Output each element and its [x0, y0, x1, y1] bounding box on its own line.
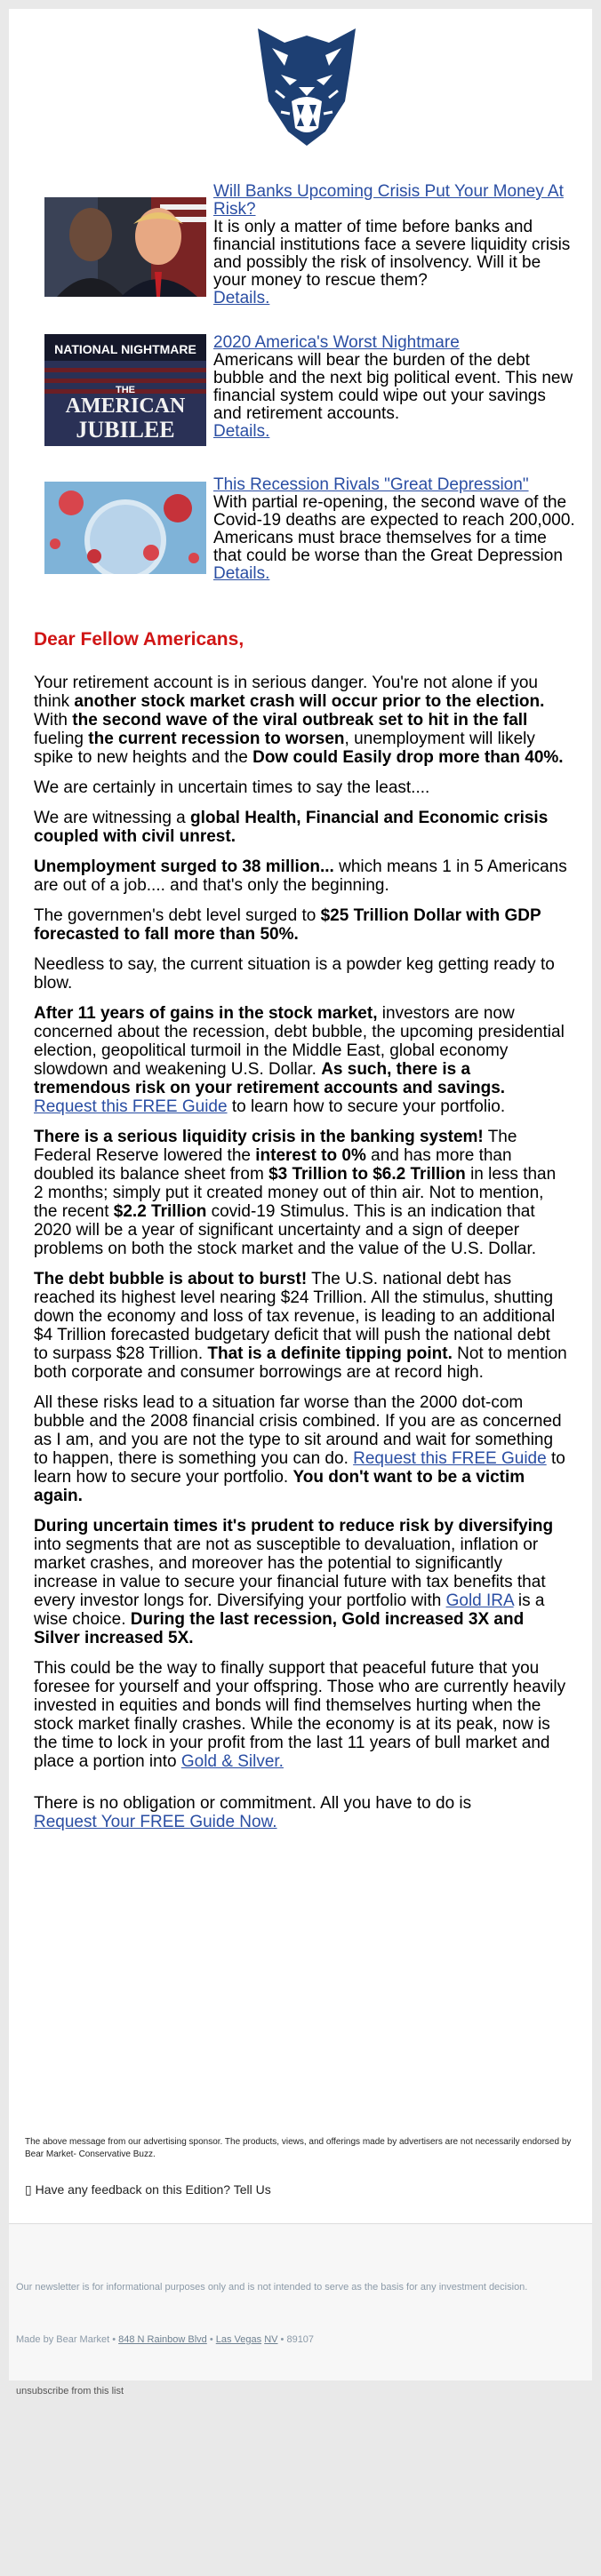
image-caption-top: NATIONAL NIGHTMARE [54, 342, 196, 356]
article-headline-link[interactable]: 2020 America's Worst Nightmare [213, 333, 460, 352]
city-link[interactable]: Las Vegas [215, 2334, 262, 2345]
paragraph: The governmen's debt level surged to $25 Trillion Dollar with GDP forecasted to fall more than 50%. [34, 906, 541, 944]
article-text [213, 476, 578, 583]
newsletter-card [9, 9, 592, 2232]
paragraph: The debt bubble is about to burst! The U.S. national debt has reached its highest level nearing $24 Trillion. All the stimulus, shutting down the economy and loss of tax revenue, is leading to an additional $4 Trillion forecasted budgetary deficit that will push the national debt to surpass $28 Trillion. That is a definite tipping point. Not to mention both corporate and consumer borrowings are at record high. [34, 1270, 567, 1382]
footer-disclaimer: Our newsletter is for informational purposes only and is not intended to serve as the basis for any investment decision. [16, 2282, 528, 2293]
image-caption-jubilee: JUBILEE [76, 417, 175, 443]
article-body: Americans will bear the burden of the debt bubble and the next big political event. This new financial system could wipe out your savings and retirement accounts. [213, 351, 573, 423]
unsubscribe-link[interactable]: unsubscribe from this list [16, 2386, 124, 2397]
letter-greeting: Dear Fellow Americans, [34, 629, 244, 650]
paragraph: All these risks lead to a situation far worse than the 2000 dot-com bubble and the 2008 financial crisis combined. If you are as concerned as I am, and you are not the type to sit around and wait for something to happen, there is something you can do. Request this FREE Guide to learn how to secure your portfolio. You don't want to be a victim again. [34, 1393, 565, 1505]
state-link[interactable]: NV [264, 2334, 278, 2345]
free-guide-link[interactable]: Request this FREE Guide [34, 1097, 228, 1116]
paragraph: During uncertain times it's prudent to reduce risk by diversifying into segments that are not as susceptible to devaluation, inflation or market crashes, and moreover has the potential to significantly increase in value to secure your financial future with tax benefits that every investor longs for. Diversifying your portfolio with Gold IRA is a wise choice. During the last recession, Gold increased 3X and Silver increased 5X. [34, 1517, 554, 1647]
footer-area [9, 2224, 592, 2381]
details-link[interactable]: Details. [213, 422, 270, 441]
street-link[interactable]: 848 N Rainbow Blvd [118, 2334, 207, 2345]
feedback-icon: ▯ [25, 2182, 32, 2197]
paragraph: After 11 years of gains in the stock market, investors are now concerned about the recession, debt bubble, the upcoming presidential election, geopolitical turmoil in the Middle East, global economy slowdown and weakening U.S. Dollar. As such, there is a tremendous risk on your retirement accounts and savings. Request this FREE Guide to learn how to secure your portfolio. [34, 1004, 565, 1116]
paragraph: This could be the way to finally support that peaceful future that you foresee for yourself and your offspring. Those who are currently heavily invested in equities and bonds will find themselves hurting when the stock market finally crashes. While the economy is at its peak, now is the time to lock in your profit from the last 11 years of bull market and place a portion into Gold & Silver. [34, 1659, 566, 1771]
article-recession-depression [34, 467, 576, 592]
gold-ira-link[interactable]: Gold IRA [445, 1591, 514, 1610]
article-headline-link[interactable]: Will Banks Upcoming Crisis Put Your Money At Risk? [213, 182, 564, 219]
footer-divider [9, 2223, 592, 2224]
request-free-guide-link[interactable]: Request Your FREE Guide Now. [34, 1813, 277, 1831]
paragraph: There is no obligation or commitment. All you have to do is Request Your FREE Guide Now. [34, 1794, 472, 1831]
image-caption-american: AMERICAN [65, 395, 186, 418]
feedback-line[interactable]: ▯ Have any feedback on this Edition? Tell Us [25, 2182, 271, 2197]
paragraph: Needless to say, the current situation is a powder keg getting ready to blow. [34, 955, 555, 993]
footer-address: Made by Bear Market • 848 N Rainbow Blvd • Las Vegas NV • 89107 [16, 2334, 315, 2345]
article-text [213, 183, 578, 307]
image-caption-the: THE [116, 385, 135, 395]
article-banks-crisis [34, 183, 576, 307]
paragraph: Your retirement account is in serious danger. You're not alone if you think another stock market crash will occur prior to the election. With the second wave of the viral outbreak set to hit in the fall fueling the current recession to worsen, unemployment will likely spike to new heights and the Dow could Easily drop more than 40%. [34, 674, 564, 767]
article-headline-link[interactable]: This Recession Rivals "Great Depression" [213, 475, 529, 494]
article-thumbnail-american-jubilee [44, 334, 206, 446]
article-america-nightmare [34, 331, 576, 448]
article-text [213, 334, 578, 441]
paragraph: We are witnessing a global Health, Financial and Economic crisis coupled with civil unrest. [34, 809, 549, 846]
letter-body [34, 674, 567, 1843]
details-link[interactable]: Details. [213, 564, 270, 583]
paragraph: Unemployment surged to 38 million... which means 1 in 5 Americans are out of a job.... and that's only the beginning. [34, 857, 567, 895]
paragraph: We are certainly in uncertain times to say the least.... [34, 778, 430, 797]
sponsor-note: The above message from our advertising sponsor. The products, views, and offerings made by advertisers are not necessarily endorsed by Bear Market- Conservative Buzz. [25, 2137, 572, 2159]
bear-logo-icon [249, 16, 365, 148]
gold-silver-link[interactable]: Gold & Silver. [180, 1752, 284, 1771]
article-body: With partial re-opening, the second wave of the Covid-19 deaths are expected to reach 200,000. Americans must brace themselves for a time that could be worse than the Great Depression [213, 493, 575, 565]
details-link[interactable]: Details. [213, 289, 270, 307]
article-thumbnail-politicians [44, 197, 206, 297]
article-thumbnail-virus-globe [44, 482, 206, 574]
paragraph: There is a serious liquidity crisis in the banking system! The Federal Reserve lowered the interest to 0% and has more than doubled its balance sheet from $3 Trillion to $6.2 Trillion in less than 2 months; simply put it created money out of thin air. Not to mention, the recent $2.2 Trillion covid-19 Stimulus. This is an indication that 2020 will be a year of significant uncertainty and a sign of deeper problems on both the stock market and the value of the U.S. Dollar. [34, 1128, 557, 1258]
article-body: It is only a matter of time before banks and financial institutions face a severe liquidity crisis and possibly the risk of insolvency. Will it be your money to rescue them? [213, 218, 571, 290]
free-guide-link[interactable]: Request this FREE Guide [353, 1449, 547, 1468]
